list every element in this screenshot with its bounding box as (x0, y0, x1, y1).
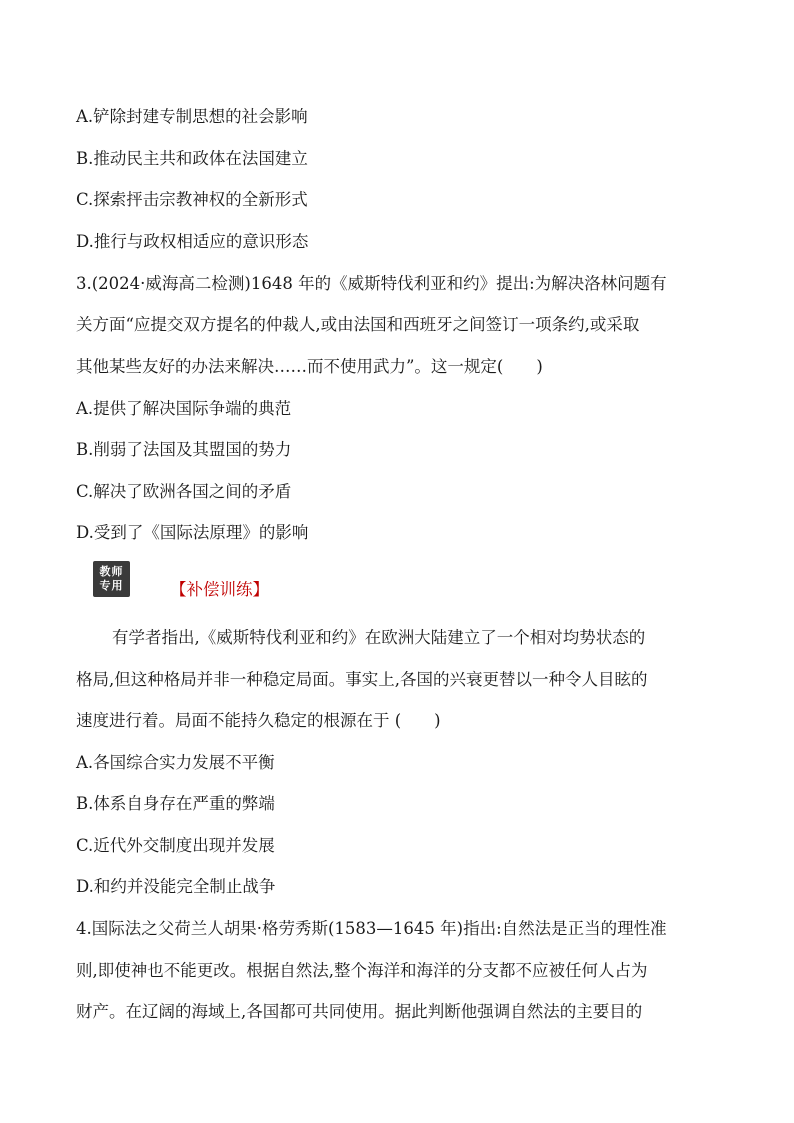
practice-label: 【补偿训练】 (170, 580, 269, 599)
teacher-only-badge (93, 561, 130, 597)
practice-option-a[interactable]: A.各国综合实力发展不平衡 (76, 753, 275, 772)
badge-line2: 专用 (99, 579, 124, 592)
practice-option-b[interactable]: B.体系自身存在严重的弊端 (76, 794, 275, 813)
practice-option-d[interactable]: D.和约并没能完全制止战争 (76, 877, 276, 896)
practice-stem-line3: 速度进行着。局面不能持久稳定的根源在于 ( ) (76, 711, 441, 730)
q3-option-c[interactable]: C.解决了欧洲各国之间的矛盾 (76, 482, 292, 501)
q2-option-b[interactable]: B.推动民主共和政体在法国建立 (76, 149, 308, 168)
q3-stem-line1: 3.(2024·威海高二检测)1648 年的《威斯特伐利亚和约》提出:为解决洛林问题有 (76, 274, 667, 293)
q4-stem-line3: 财产。在辽阔的海域上,各国都可共同使用。据此判断他强调自然法的主要目的 (76, 1002, 643, 1021)
q2-option-c[interactable]: C.探索抨击宗教神权的全新形式 (76, 190, 308, 209)
q3-option-b[interactable]: B.削弱了法国及其盟国的势力 (76, 440, 292, 459)
q4-stem-line1: 4.国际法之父荷兰人胡果·格劳秀斯(1583—1645 年)指出:自然法是正当的理性准 (76, 919, 667, 938)
badge-line1: 教师 (99, 565, 124, 578)
q2-option-a[interactable]: A.铲除封建专制思想的社会影响 (76, 107, 308, 126)
q2-option-d[interactable]: D.推行与政权相适应的意识形态 (76, 232, 309, 251)
practice-option-c[interactable]: C.近代外交制度出现并发展 (76, 836, 275, 855)
q3-stem-line3: 其他某些友好的办法来解决……而不使用武力”。这一规定( ) (76, 357, 543, 376)
practice-stem-line1: 有学者指出,《威斯特伐利亚和约》在欧洲大陆建立了一个相对均势状态的 (112, 628, 646, 647)
q3-stem-line2: 关方面“应提交双方提名的仲裁人,或由法国和西班牙之间签订一项条约,或采取 (76, 315, 640, 334)
practice-stem-line2: 格局,但这种格局并非一种稳定局面。事实上,各国的兴衰更替以一种令人目眩的 (76, 670, 648, 689)
q3-option-d[interactable]: D.受到了《国际法原理》的影响 (76, 523, 309, 542)
q3-option-a[interactable]: A.提供了解决国际争端的典范 (76, 399, 292, 418)
q4-stem-line2: 则,即使神也不能更改。根据自然法,整个海洋和海洋的分支都不应被任何人占为 (76, 961, 648, 980)
